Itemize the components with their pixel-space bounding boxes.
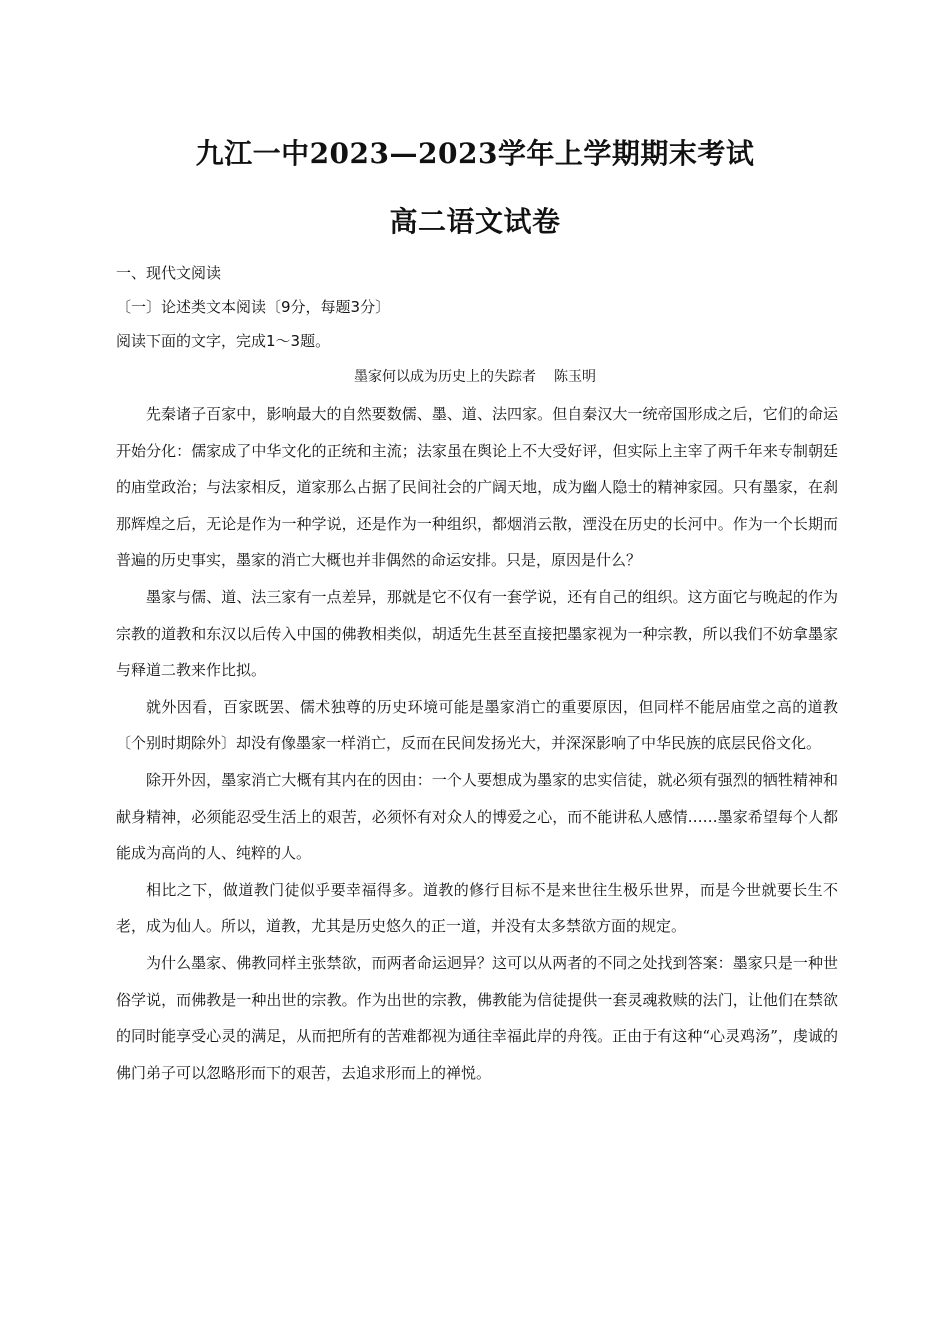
article-author: 陈玉明 [554,369,596,385]
article-paragraph-2: 墨家与儒、道、法三家有一点差异，那就是它不仅有一套学说，还有自己的组织。这方面它与晚起的作为宗教的道教和东汉以后传入中国的佛教相类似，胡适先生甚至直接把墨家视为一种宗教，所以我们不妨拿墨家与释道二教来作比拟。 [116,587,838,680]
section-heading: 一、现代文阅读 [116,264,222,282]
article-body [116,396,838,1091]
article-paragraph-6: 为什么墨家、佛教同样主张禁欲，而两者命运迥异？这可以从两者的不同之处找到答案：墨家只是一种世俗学说，而佛教是一种出世的宗教。作为出世的宗教，佛教能为信徒提供一套灵魂救赎的法门，让他们在禁欲的同时能享受心灵的满足，从而把所有的苦难都视为通往幸福此岸的舟筏。正由于有这种“心灵鸡汤”，虔诚的佛门弟子可以忽略形而下的艰苦，去追求形而上的禅悦。 [116,953,838,1082]
article-paragraph-3: 就外因看，百家既罢、儒术独尊的历史环境可能是墨家消亡的重要原因，但同样不能居庙堂之高的道教〔个别时期除外〕却没有像墨家一样消亡，反而在民间发扬光大，并深深影响了中华民族的底层民俗文化。 [116,697,838,753]
article-paragraph-5: 相比之下，做道教门徒似乎要幸福得多。道教的修行目标不是来世往生极乐世界，而是今世就要长生不老，成为仙人。所以，道教，尤其是历史悠久的正一道，并没有太多禁欲方面的规定。 [116,880,838,936]
reading-instruction: 阅读下面的文字，完成1～3题。 [116,332,331,350]
exam-title: 九江一中2023—2023学年上学期期末考试 [195,137,755,170]
article-paragraph-1: 先秦诸子百家中，影响最大的自然要数儒、墨、道、法四家。但自秦汉大一统帝国形成之后，它们的命运开始分化：儒家成了中华文化的正统和主流；法家虽在舆论上不大受好评，但实际上主宰了两千年来专制朝廷的庙堂政治；与法家相反，道家那么占据了民间社会的广阔天地，成为幽人隐士的精神家园。只有墨家，在刹那辉煌之后，无论是作为一种学说，还是作为一种组织，都烟消云散，湮没在历史的长河中。作为一个长期而普遍的历史事实，墨家的消亡大概也并非偶然的命运安排。只是，原因是什么？ [116,405,838,570]
subsection-heading: 〔一〕论述类文本阅读〔9分，每题3分〕 [116,298,391,316]
article-paragraph-4: 除开外因，墨家消亡大概有其内在的因由：一个人要想成为墨家的忠实信徒，就必须有强烈的牺牲精神和献身精神，必须能忍受生活上的艰苦，必须怀有对众人的博爱之心，而不能讲私人感情……墨家希望每个人都能成为高尚的人、纯粹的人。 [116,770,838,863]
article-title: 墨家何以成为历史上的失踪者 [354,369,536,385]
article-title-line [0,366,950,386]
exam-subtitle: 高二语文试卷 [389,205,561,238]
